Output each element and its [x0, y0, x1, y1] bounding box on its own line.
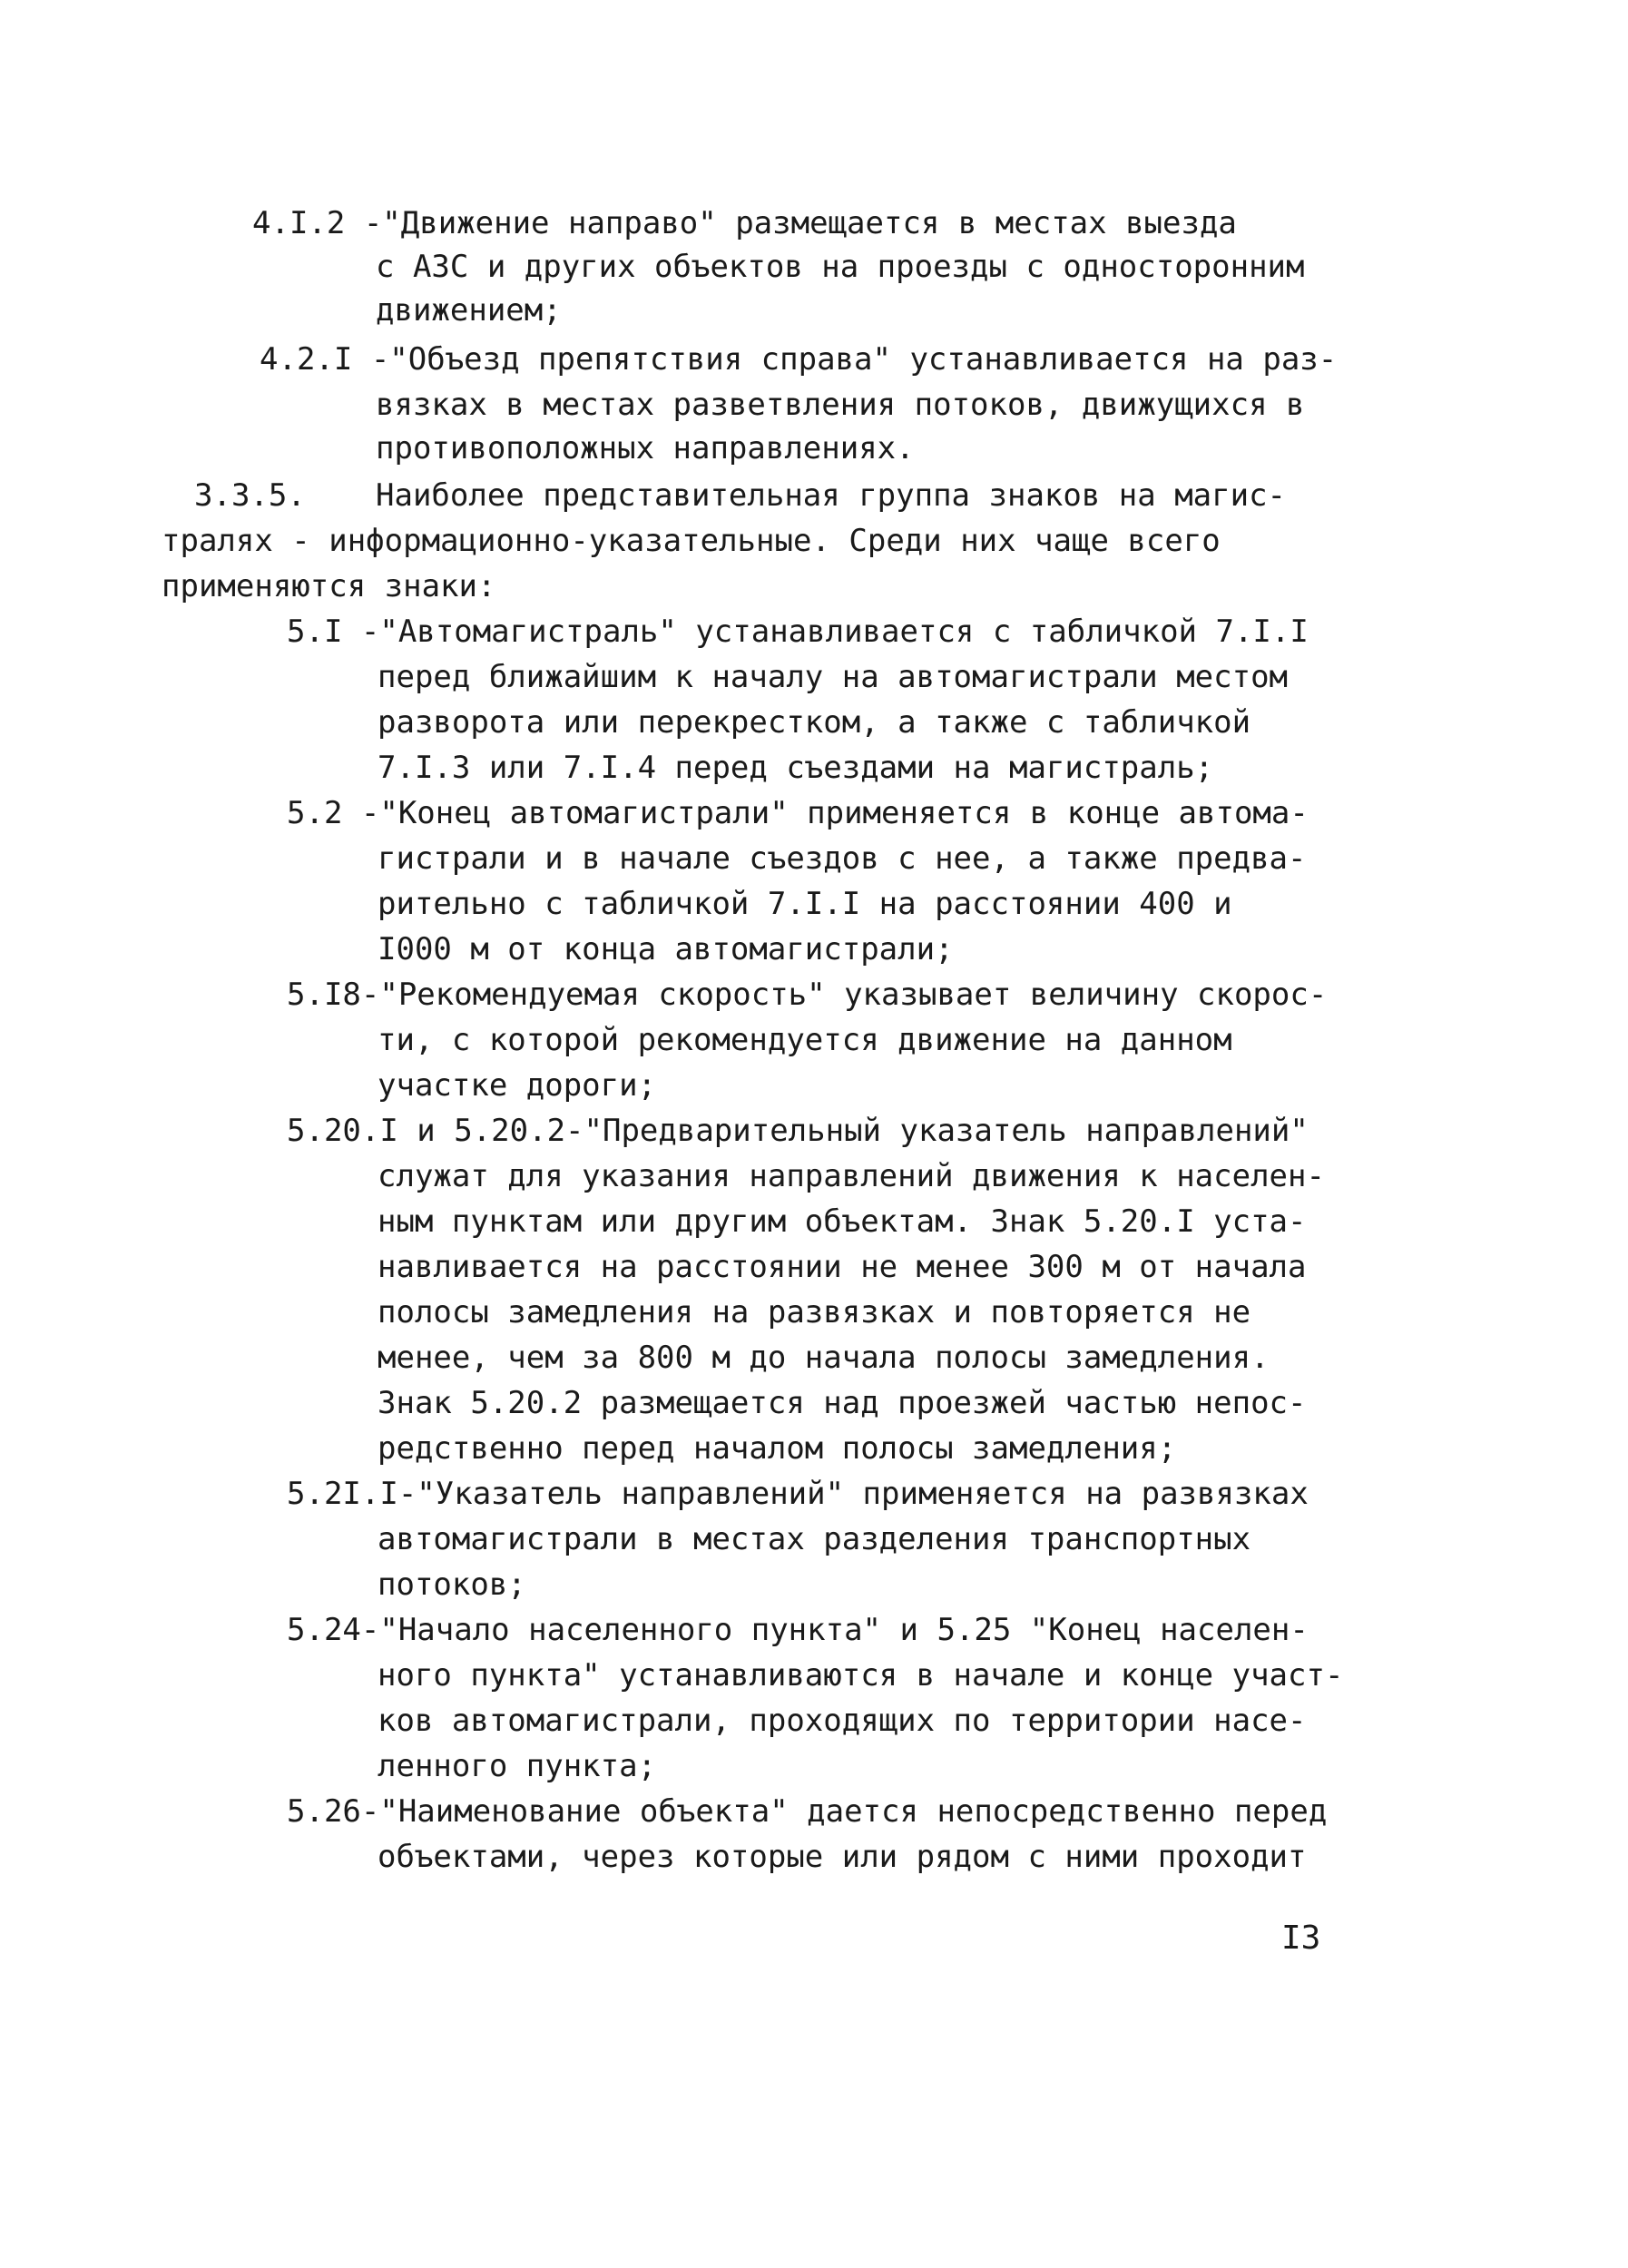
page-number: I3 [1281, 1919, 1321, 1957]
text-line: Наиболее представительная группа знаков на магис- [376, 477, 1287, 514]
text-line: противоположных направлениях. [376, 430, 915, 466]
text-line: менее, чем за 800 м до начала полосы замедления. [378, 1340, 1270, 1376]
text-line: ленного пункта; [378, 1748, 657, 1784]
text-line: 5.2I.I-"Указатель направлений" применяется на развязках [287, 1476, 1309, 1512]
text-line: 5.I -"Автомагистраль" устанавливается с табличкой 7.I.I [287, 614, 1309, 650]
text-line: 4.2.I -"Объезд препятствия справа" устанавливается на раз- [260, 341, 1338, 378]
text-line: Знак 5.20.2 размещается над проезжей частью непос- [378, 1385, 1307, 1421]
text-line: вязках в местах разветвления потоков, движущихся в [376, 387, 1305, 423]
text-line: 4.I.2 -"Движение направо" размещается в местах выезда [252, 205, 1237, 241]
text-line: 5.24-"Начало населенного пункта" и 5.25 "Конец населен- [287, 1612, 1309, 1648]
text-line: 7.I.3 или 7.I.4 перед съездами на магистраль; [378, 750, 1214, 786]
text-line: редственно перед началом полосы замедления; [378, 1430, 1177, 1467]
text-line: служат для указания направлений движения к населен- [378, 1158, 1325, 1194]
text-line: рительно с табличкой 7.I.I на расстоянии 400 и [378, 886, 1232, 922]
text-line: 5.26-"Наименование объекта" дается непосредственно перед [287, 1793, 1328, 1830]
text-line: автомагистрали в местах разделения транспортных [378, 1521, 1251, 1557]
text-line: ного пункта" устанавливаются в начале и конце участ- [378, 1657, 1344, 1694]
text-line: ным пунктам или другим объектам. Знак 5.20.I уста- [378, 1203, 1307, 1240]
text-line: навливается на расстоянии не менее 300 м от начала [378, 1249, 1307, 1285]
text-line: 5.I8-"Рекомендуемая скорость" указывает величину скорос- [287, 977, 1328, 1013]
text-line: применяются знаки: [162, 568, 496, 604]
text-line: участке дороги; [378, 1067, 657, 1104]
section-number: 3.3.5. [194, 477, 306, 514]
text-line: I000 м от конца автомагистрали; [378, 931, 954, 967]
text-line: разворота или перекрестком, а также с табличкой [378, 704, 1251, 741]
text-line: движением; [376, 292, 562, 329]
text-line: 5.2 -"Конец автомагистрали" применяется в конце автома- [287, 795, 1309, 831]
text-line: 5.20.I и 5.20.2-"Предварительный указатель направлений" [287, 1113, 1309, 1149]
text-line: ков автомагистрали, проходящих по территории насе- [378, 1703, 1307, 1739]
text-line: полосы замедления на развязках и повторяется не [378, 1294, 1251, 1330]
text-line: ти, с которой рекомендуется движение на данном [378, 1022, 1232, 1058]
text-line: объектами, через которые или рядом с ними проходит [378, 1839, 1307, 1875]
text-line: гистрали и в начале съездов с нее, а также предва- [378, 840, 1307, 877]
text-line: тралях - информационно-указательные. Среди них чаще всего [162, 523, 1221, 559]
text-line: потоков; [378, 1566, 526, 1603]
text-line: перед ближайшим к началу на автомагистрали местом [378, 659, 1289, 695]
text-line: с АЗС и других объектов на проезды с односторонним [376, 249, 1305, 285]
